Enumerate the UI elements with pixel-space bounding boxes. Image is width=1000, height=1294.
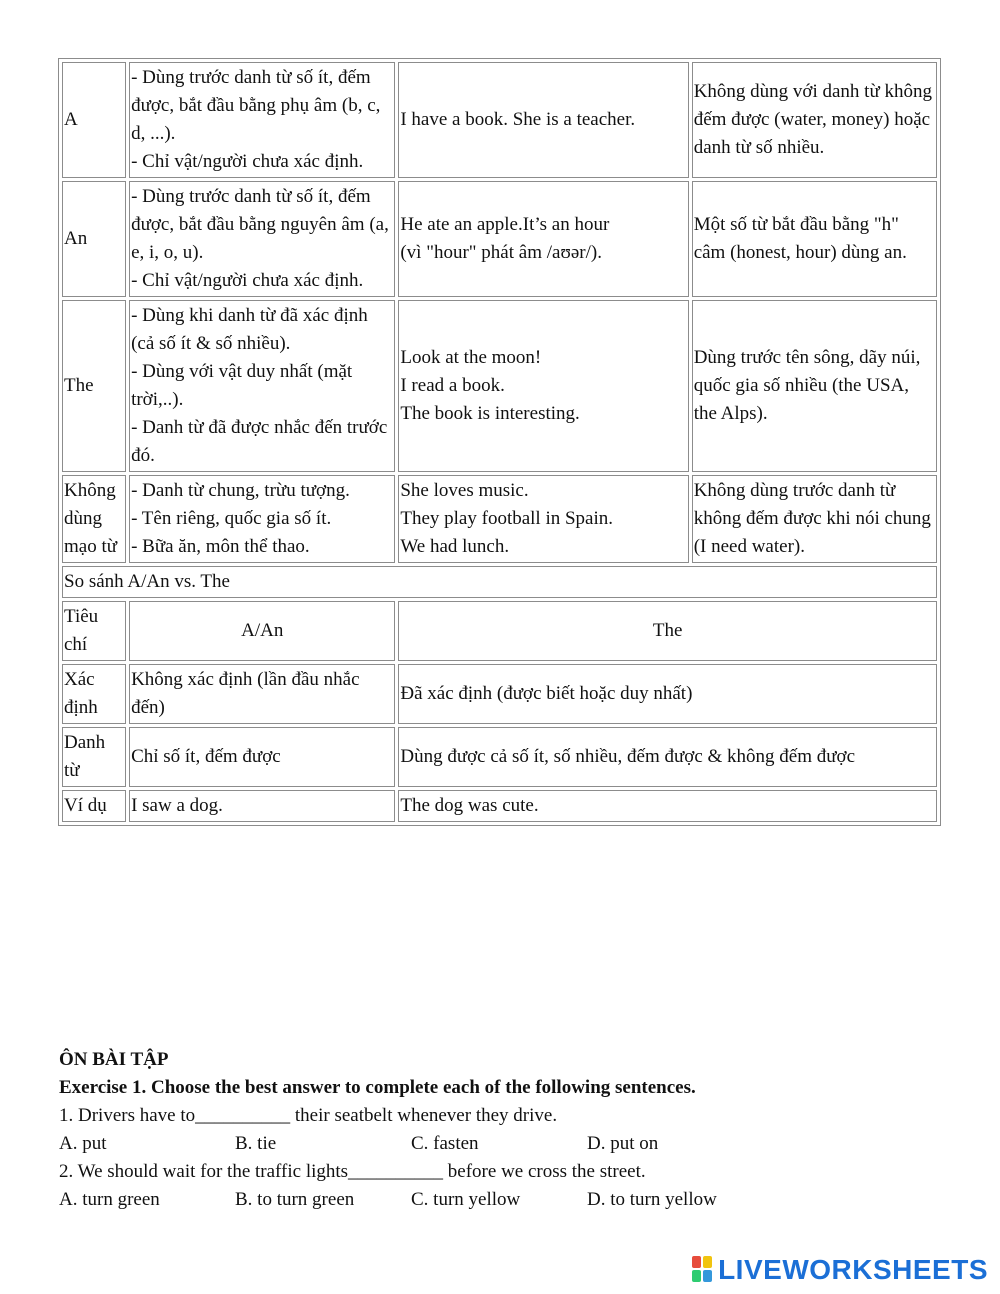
option[interactable]: A. put <box>59 1133 107 1154</box>
table-row <box>62 300 937 472</box>
liveworksheets-logo-icon <box>692 1256 714 1284</box>
table-row <box>62 475 937 563</box>
liveworksheets-brand <box>692 1252 988 1288</box>
table-row <box>62 62 937 178</box>
example-line: Look at the moon! <box>400 347 542 368</box>
option[interactable]: C. fasten <box>411 1133 479 1154</box>
brand-name: LIVEWORKSHEETS <box>718 1254 988 1285</box>
option[interactable]: B. to turn green <box>235 1189 355 1210</box>
example-cell <box>398 300 688 472</box>
options-row <box>59 1130 959 1158</box>
table-row <box>62 727 937 787</box>
usage-cell <box>129 181 395 297</box>
compare-a-an: I saw a dog. <box>129 790 395 822</box>
question <box>59 1102 959 1158</box>
option[interactable]: C. turn yellow <box>411 1189 521 1210</box>
example-line: I read a book. <box>400 375 505 396</box>
table-row <box>62 181 937 297</box>
example-cell <box>398 181 688 297</box>
article-name: A <box>62 62 126 178</box>
article-name: The <box>62 300 126 472</box>
compare-criteria: Ví dụ <box>62 790 126 822</box>
usage-line: - Chỉ vật/người chưa xác định. <box>131 270 364 291</box>
usage-cell <box>129 62 395 178</box>
option[interactable]: B. tie <box>235 1133 277 1154</box>
options-row <box>59 1186 959 1214</box>
table-row <box>62 790 937 822</box>
example-cell <box>398 62 688 178</box>
usage-cell <box>129 300 395 472</box>
compare-header-the: The <box>398 601 937 661</box>
question <box>59 1158 959 1214</box>
usage-line: - Dùng với vật duy nhất (mặt trời,..). <box>131 361 353 410</box>
example-line: I have a book. She is a teacher. <box>400 109 636 130</box>
note-cell: Không dùng trước danh từ không đếm được khi nói chung (I need water). <box>692 475 937 563</box>
usage-line: - Dùng khi danh từ đã xác định (cả số ít & số nhiều). <box>131 305 368 354</box>
table-row <box>62 664 937 724</box>
article-name: An <box>62 181 126 297</box>
compare-the: The dog was cute. <box>398 790 937 822</box>
example-line: We had lunch. <box>400 536 510 557</box>
example-line: She loves music. <box>400 480 529 501</box>
compare-a-an: Chỉ số ít, đếm được <box>129 727 395 787</box>
option[interactable]: D. to turn yellow <box>587 1189 717 1210</box>
note-cell: Không dùng với danh từ không đếm được (water, money) hoặc danh từ số nhiều. <box>692 62 937 178</box>
note-cell: Một số từ bắt đầu bằng "h" câm (honest, hour) dùng an. <box>692 181 937 297</box>
usage-line: - Dùng trước danh từ số ít, đếm được, bắt đầu bằng nguyên âm (a, e, i, o, u). <box>131 186 389 263</box>
question-text: 1. Drivers have to__________ their seatbelt whenever they drive. <box>59 1105 558 1126</box>
usage-line: - Bữa ăn, môn thể thao. <box>131 536 310 557</box>
compare-title: So sánh A/An vs. The <box>62 566 937 598</box>
usage-line: - Chỉ vật/người chưa xác định. <box>131 151 364 172</box>
question-text: 2. We should wait for the traffic lights__________ before we cross the street. <box>59 1161 646 1182</box>
section-title: ÔN BÀI TẬP <box>59 1049 169 1070</box>
example-line: The book is interesting. <box>400 403 580 424</box>
example-line: They play football in Spain. <box>400 508 614 529</box>
compare-criteria: Danh từ <box>62 727 126 787</box>
usage-cell <box>129 475 395 563</box>
compare-criteria: Xác định <box>62 664 126 724</box>
compare-the: Dùng được cả số ít, số nhiều, đếm được & không đếm được <box>398 727 937 787</box>
compare-the: Đã xác định (được biết hoặc duy nhất) <box>398 664 937 724</box>
compare-a-an: Không xác định (lần đầu nhắc đến) <box>129 664 395 724</box>
table-row <box>62 566 937 598</box>
usage-line: - Danh từ đã được nhắc đến trước đó. <box>131 417 388 466</box>
option[interactable]: A. turn green <box>59 1189 160 1210</box>
table-row <box>62 601 937 661</box>
option[interactable]: D. put on <box>587 1133 659 1154</box>
example-line: He ate an apple.It’s an hour <box>400 214 610 235</box>
usage-line: - Tên riêng, quốc gia số ít. <box>131 508 332 529</box>
compare-header-criteria: Tiêu chí <box>62 601 126 661</box>
note-cell: Dùng trước tên sông, dãy núi, quốc gia số nhiều (the USA, the Alps). <box>692 300 937 472</box>
grammar-table <box>58 58 941 826</box>
example-cell <box>398 475 688 563</box>
exercise-title: Exercise 1. Choose the best answer to complete each of the following sentences. <box>59 1077 696 1098</box>
example-line: (vì "hour" phát âm /aʊər/). <box>400 242 602 263</box>
compare-header-a-an: A/An <box>129 601 395 661</box>
article-name: Không dùng mạo từ <box>62 475 126 563</box>
usage-line: - Danh từ chung, trừu tượng. <box>131 480 350 501</box>
usage-line: - Dùng trước danh từ số ít, đếm được, bắt đầu bằng phụ âm (b, c, d, ...). <box>131 67 381 144</box>
exercise-section <box>59 1046 959 1214</box>
